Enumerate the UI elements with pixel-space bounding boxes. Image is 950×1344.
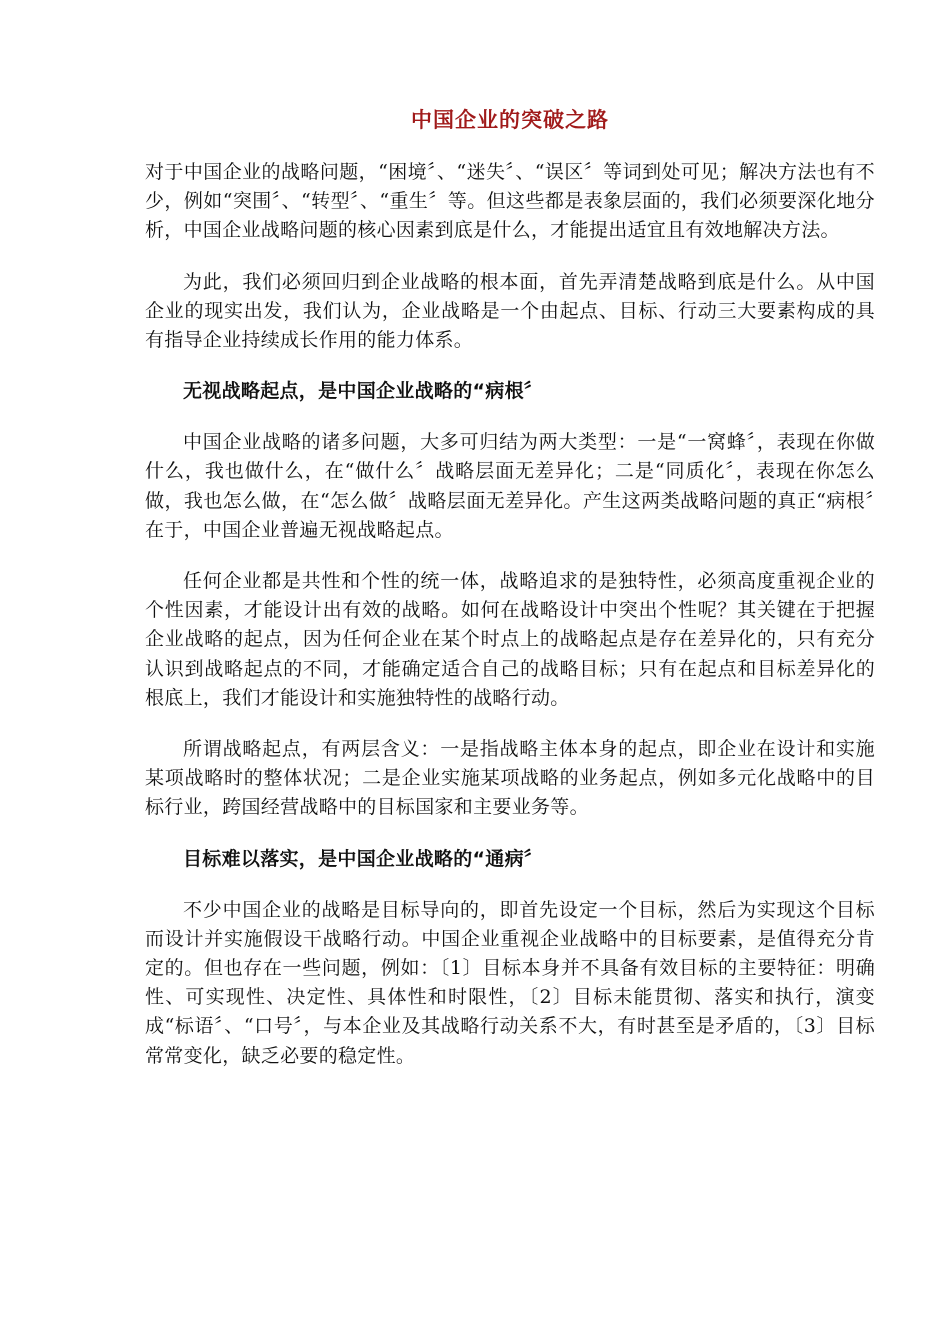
paragraph-individuality: 任何企业都是共性和个性的统一体，战略追求的是独特性，必须高度重视企业的个性因素，才能设计出有效的战略。如何在战略设计中突出个性呢？其关键在于把握企业战略的起点，因为任何企业在某个时点上的战略起点是存在差异化的，只有充分认识到战略起点的不同，才能确定适合自己的战略目标；只有在起点和目标差异化的根底上，我们才能设计和实施独特性的战略行动。 bbox=[145, 570, 875, 709]
paragraph-intro: 对于中国企业的战略问题，“困境〞、“迷失〞、“误区〞等词到处可见；解决方法也有不少，例如“突围〞、“转型〞、“重生〞等。但这些都是表象层面的，我们必须要深化地分析，中国企业战略问题的核心因素到底是什么，才能提出适宜且有效地解决方法。 bbox=[145, 161, 875, 242]
section-heading-target-implementation: 目标难以落实，是中国企业战略的“通病〞 bbox=[183, 847, 544, 870]
document-body bbox=[145, 158, 875, 1093]
section-heading-starting-point: 无视战略起点，是中国企业战略的“病根〞 bbox=[183, 380, 544, 403]
paragraph-target-problems: 不少中国企业的战略是目标导向的，即首先设定一个目标，然后为实现这个目标而设计并实施假设干战略行动。中国企业重视企业战略中的目标要素，是值得充分肯定的。但也存在一些问题，例如：〔1〕目标本身并不具备有效目标的主要特征：明确性、可实现性、决定性、具体性和时限性，〔2〕目标未能贯彻、落实和执行，演变成“标语〞、“口号〞，与本企业及其战略行动关系不大，有时甚至是矛盾的，〔3〕目标常常变化，缺乏必要的稳定性。 bbox=[145, 898, 875, 1067]
paragraph-two-problem-types: 中国企业战略的诸多问题，大多可归结为两大类型：一是“一窝蜂〞，表现在你做什么，我也做什么，在“做什么〞战略层面无差异化；二是“同质化〞，表现在你怎么做，我也怎么做，在“怎么做〞战略层面无差异化。产生这两类战略问题的真正“病根〞在于，中国企业普遍无视战略起点。 bbox=[145, 431, 875, 541]
paragraph-strategy-definition: 为此，我们必须回归到企业战略的根本面，首先弄清楚战略到底是什么。从中国企业的现实出发，我们认为，企业战略是一个由起点、目标、行动三大要素构成的具有指导企业持续成长作用的能力体系。 bbox=[145, 270, 875, 352]
document-title: 中国企业的突破之路 bbox=[411, 108, 609, 132]
paragraph-starting-point-meaning: 所谓战略起点，有两层含义：一是指战略主体本身的起点，即企业在设计和实施某项战略时的整体状况；二是企业实施某项战略的业务起点，例如多元化战略中的目标行业，跨国经营战略中的目标国家和主要业务等。 bbox=[145, 738, 875, 819]
